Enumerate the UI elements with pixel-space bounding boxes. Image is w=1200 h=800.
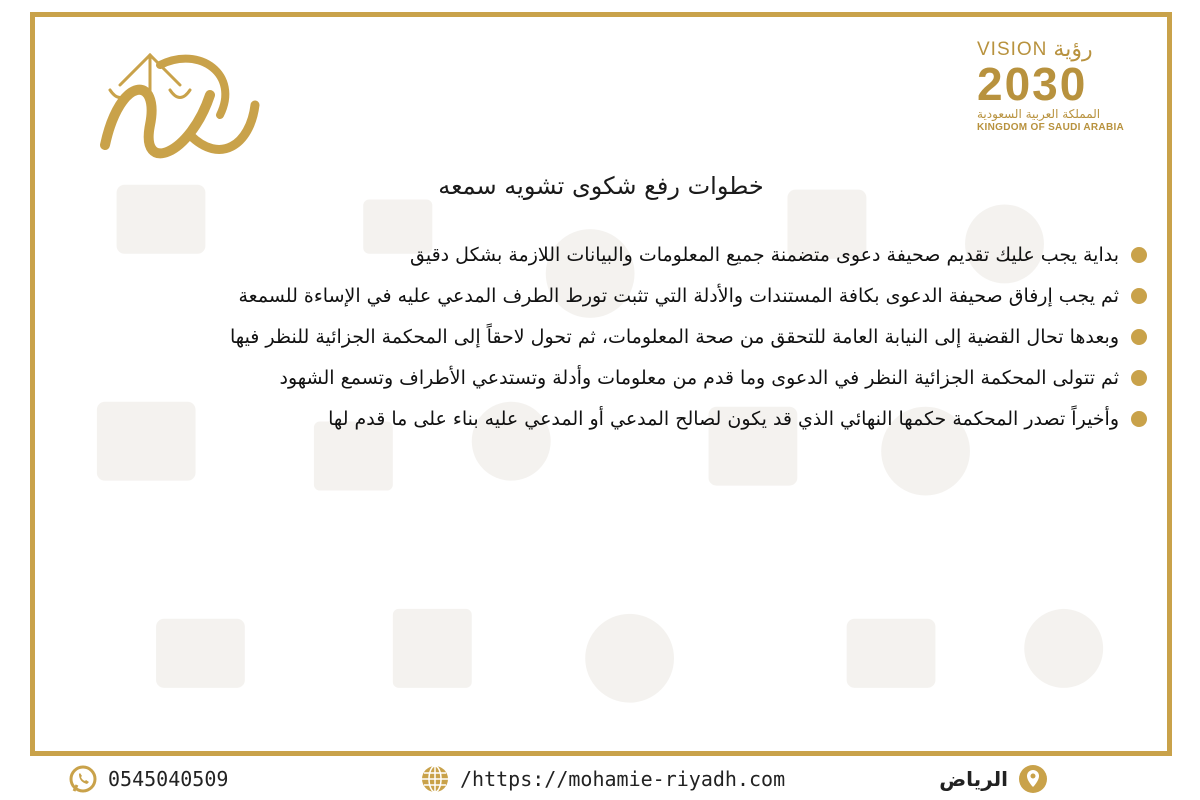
step-text: وأخيراً تصدر المحكمة حكمها النهائي الذي قد يكون لصالح المدعي أو المدعي عليه بناء على ما قدم لها	[328, 408, 1119, 430]
phone-contact[interactable]	[68, 764, 228, 794]
vision-year: 2030	[977, 58, 1088, 110]
bullet-icon	[1131, 329, 1147, 345]
kingdom-english-label: KINGDOM OF SAUDI ARABIA	[977, 122, 1125, 133]
list-item	[75, 235, 1147, 276]
bullet-icon	[1131, 247, 1147, 263]
list-item	[75, 317, 1147, 358]
whatsapp-icon	[68, 764, 98, 794]
page-title: خطوات رفع شكوى تشويه سمعه	[438, 172, 764, 200]
vision-2030-logo	[977, 37, 1147, 137]
bullet-icon	[1131, 288, 1147, 304]
step-text: ثم يجب إرفاق صحيفة الدعوى بكافة المستندات والأدلة التي تثبت تورط الطرف المدعي عليه في الإساءة للسمعة	[238, 285, 1119, 307]
step-text: وبعدها تحال القضية إلى النيابة العامة للتحقق من صحة المعلومات، ثم تحول لاحقاً إلى المحكمة الجزائية للنظر فيها	[230, 326, 1119, 348]
vision-ar-word: رؤية	[1053, 37, 1093, 62]
step-text: بداية يجب عليك تقديم صحيفة دعوى متضمنة جميع المعلومات والبيانات اللازمة بشكل دقيق	[410, 244, 1119, 266]
kingdom-arabic-label: المملكة العربية السعودية	[977, 107, 1101, 121]
vision-word: VISION	[977, 38, 1048, 60]
website-link[interactable]	[420, 764, 785, 794]
globe-icon	[420, 764, 450, 794]
bullet-icon	[1131, 411, 1147, 427]
location-pin-icon	[1018, 764, 1048, 794]
list-item	[75, 399, 1147, 440]
content-frame	[30, 12, 1172, 756]
location-label: الرياض	[939, 767, 1008, 791]
list-item	[75, 276, 1147, 317]
steps-list	[75, 235, 1147, 440]
location	[939, 764, 1048, 794]
list-item	[75, 358, 1147, 399]
footer	[0, 760, 1200, 800]
phone-number: 0545040509	[108, 767, 229, 791]
bullet-icon	[1131, 370, 1147, 386]
website-url: /https://mohamie-riyadh.com	[460, 767, 786, 791]
step-text: ثم تتولى المحكمة الجزائية النظر في الدعوى وما قدم من معلومات وأدلة وتستدعي الأطراف وتسمع الشهود	[279, 367, 1119, 389]
lawyer-calligraphy-logo	[90, 35, 265, 175]
